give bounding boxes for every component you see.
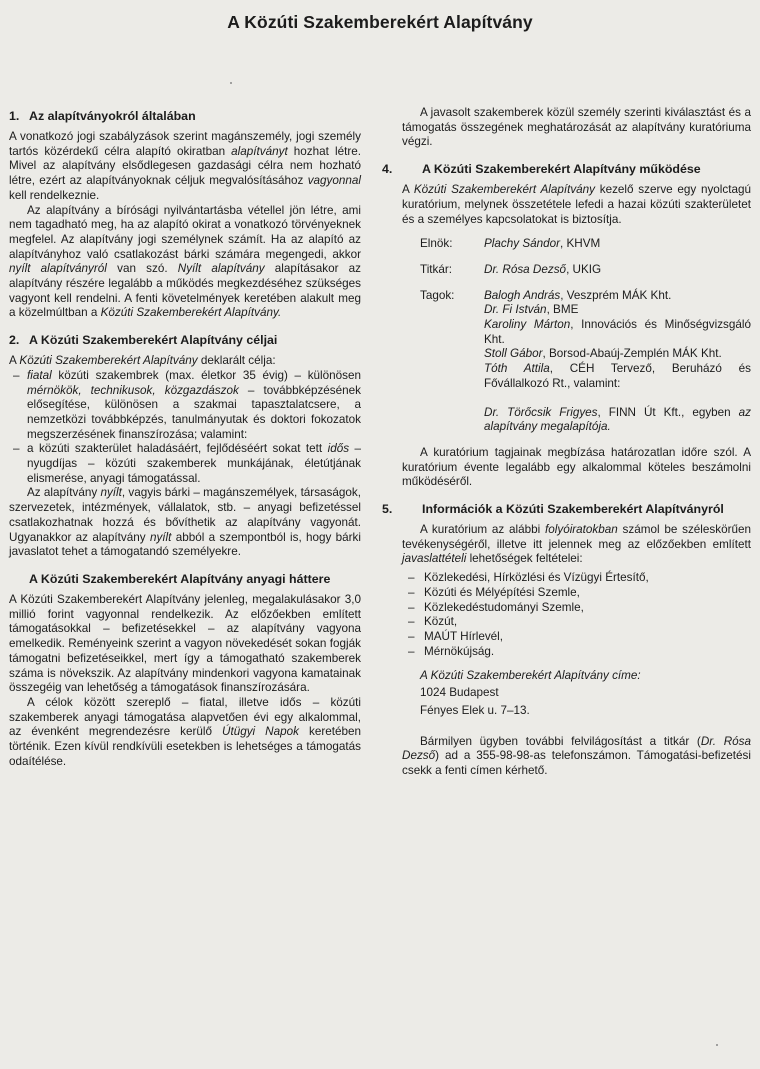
journal-item: – MAÚT Hírlevél, bbox=[424, 630, 751, 645]
left-column bbox=[9, 104, 361, 769]
address-line: 1024 Budapest bbox=[420, 686, 499, 700]
contact-paragraph: Bármilyen ügyben további felvilágosítást a titkár (Dr. Rósa Dezső) ad a 355-98-98-as telefonszámon. Támogatási-befizetési csekk a fenti címen kérhető. bbox=[402, 734, 751, 777]
section-2-heading: 2. A Közúti Szakemberekért Alapítvány céljai bbox=[9, 333, 278, 348]
section-2-goal-list bbox=[9, 369, 361, 487]
member-item: Tóth Attila, CÉH Tervező, Beruházó és Fővállalkozó Rt., valamint: bbox=[484, 362, 751, 390]
journal-item: – Közúti és Mélyépítési Szemle, bbox=[424, 586, 751, 601]
journal-item: – Mérnökújság. bbox=[424, 645, 751, 660]
list-item: – a közúti szakterület haladásáért, fejlődéséért sokat tett idős – nyugdíjas – közúti szakemberek munkájának, életútjának elismerése, anyagi támogatással. bbox=[27, 442, 361, 486]
section-4-heading: 4. A Közúti Szakemberekért Alapítvány működése bbox=[382, 162, 701, 177]
board-members-row: Tagok: Balogh András, Veszprém MÁK Kht. Dr. Fi István, BME Karoliny Márton, Innovációs és Minőségvizsgáló Kht. Stoll Gábor, Borsod-Abaúj-Zemplén MÁK Kht. Tóth Attila, CÉH Tervező, Beruházó és Fővállalkozó Rt., valamint: Dr. Törőcsik Frigyes, FINN Út Kft., egyben az alapítvány megalapítója. bbox=[420, 288, 751, 434]
journal-item: – Közút, bbox=[424, 615, 751, 630]
member-item: Karoliny Márton, Innovációs és Minőségvizsgáló Kht. bbox=[484, 318, 751, 346]
section-4-paragraph: A Közúti Szakemberekért Alapítvány kezelő szerve egy nyolctagú kuratórium, melynek összetétele lefedi a hazai közúti szakterületet és a személyes kapcsolatokat is biztosítja. bbox=[402, 183, 751, 226]
section-2-paragraph: Az alapítvány nyílt, vagyis bárki – magánszemélyek, társaságok, szervezetek, intézmények, vállalatok, stb. – anyagi befizetéssel csatlakozhatnak hozzá és bővíthetik az alapítvány vagyonát. Ugyanakkor az alapítvány nyílt abból a szempontból is, hogy bárki javaslatot tehet a támogatandó személyekre. bbox=[9, 486, 361, 559]
member-item: Stoll Gábor, Borsod-Abaúj-Zemplén MÁK Kht. bbox=[484, 347, 722, 361]
section-5-paragraph: A kuratórium az alábbi folyóiratokban számol be széleskörűen tevékenységéről, illetve itt jelennek meg az előzőekben említett javaslattételi lehetőségek feltételei: bbox=[402, 523, 751, 566]
page-title: A Közúti Szakemberekért Alapítvány bbox=[227, 12, 533, 32]
right-column bbox=[382, 104, 751, 779]
journal-item: – Közlekedéstudományi Szemle, bbox=[424, 601, 751, 616]
section-2-intro: A Közúti Szakemberekért Alapítvány deklarált célja: bbox=[9, 354, 276, 368]
board-chair-row: Elnök: Plachy Sándor, KHVM bbox=[420, 237, 601, 251]
section-3-continued-paragraph: A javasolt szakemberek közül személy szerinti kiválasztást és a támogatás összegének meghatározását az alapítvány kuratóriuma végzi. bbox=[402, 106, 751, 149]
list-item: – fiatal közúti szakembrek (max. életkor 35 évig) – különösen mérnökök, technikusok, közgazdászok – továbbképzésének elősegítése, különösen a szakmai tapasztalatcsere, a nemzetközi továbbképzés, tanulmányutak és doktori fokozatok megszerzésének finanszírozása; valamint: bbox=[27, 369, 361, 443]
member-item: Dr. Fi István, BME bbox=[484, 303, 579, 317]
scan-speck bbox=[716, 1044, 718, 1046]
section-1-paragraph-2: Az alapítvány a bírósági nyilvántartásba vétellel jön létre, ami nem tagadható meg, ha az alapító okirat a vonatkozó törvényeknek megfelel. Az alapítvány jogi személynek számít. Ha az alapító az alapítványhoz való csatlakozást bárki számára megengedi, akkor nyílt alapítványról van szó. Nyílt alapítvány alapításakor az alapítvány részére legalább a működés megkezdéséhez szükséges vagyont kell rendelni. A fenti követelmények keretében alakult meg a közelmúltban a Közúti Szakemberekért Alapítvány. bbox=[9, 203, 362, 320]
member-item: Dr. Törőcsik Frigyes, FINN Út Kft., egyben az alapítvány megalapítója. bbox=[484, 405, 751, 434]
section-1-paragraph-1: A vonatkozó jogi szabályzások szerint magánszemély, jogi személy tartós közérdekű célra alapító okiratban alapítványt hozhat létre. Mivel az alapítvány elsődlegesen gazdasági célra nem hozható létre, ezért az alapítványoknak céljuk megvalósításához vagyonnal kell rendelkeznie. bbox=[9, 130, 361, 202]
section-4-paragraph-2: A kuratórium tagjainak megbízása határozatlan időre szól. A kuratórium évente legalább egy alkalommal köteles beszámolni működéséről. bbox=[402, 445, 751, 489]
journal-item: – Közlekedési, Hírközlési és Vízügyi Értesítő, bbox=[424, 571, 751, 586]
foundation-address: A Közúti Szakemberekért Alapítvány címe: 1024 Budapest Fényes Elek u. 7–13. bbox=[402, 669, 751, 718]
member-item: Balogh András, Veszprém MÁK Kht. bbox=[484, 288, 672, 302]
section-5-heading: 5. Információk a Közúti Szakemberekért Alapítványról bbox=[382, 502, 724, 517]
board-members bbox=[420, 237, 751, 435]
journal-list bbox=[402, 571, 751, 659]
section-3-paragraph-2: A célok között szereplő – fiatal, illetve idős – közúti szakemberek anyagi támogatása alapvetően évi egy alkalommal, az évenként megrendezésre kerülő Útügyi Napok keretében történik. Ezen kívül rendkívüli esetekben is lehetséges a támogatás odaítélése. bbox=[9, 695, 361, 768]
section-3-heading: A Közúti Szakemberekért Alapítvány anyagi háttere bbox=[29, 571, 331, 586]
board-secretary-row: Titkár: Dr. Rósa Dezső, UKIG bbox=[420, 262, 602, 276]
address-line: Fényes Elek u. 7–13. bbox=[420, 703, 530, 717]
scan-speck bbox=[230, 82, 232, 84]
section-3-paragraph-1: A Közúti Szakemberekért Alapítvány jelenleg, megalakulásakor 3,0 millió forint vagyonnal rendelkezik. Az előzőekben említett támogatásokkal – befizetésekkel – az alapítvány vagyona emelkedik. Reményeink szerint a vagyon növekedését sokan fogják támogatni befizetéseikkel, mert így a támogatható szakemberek száma is növekszik. Az alapítvány mindenkori vagyona kamatainak összegéig van lehetőség a támogatások finanszírozására. bbox=[9, 592, 361, 695]
section-1-heading: 1. Az alapítványokról általában bbox=[9, 109, 196, 123]
